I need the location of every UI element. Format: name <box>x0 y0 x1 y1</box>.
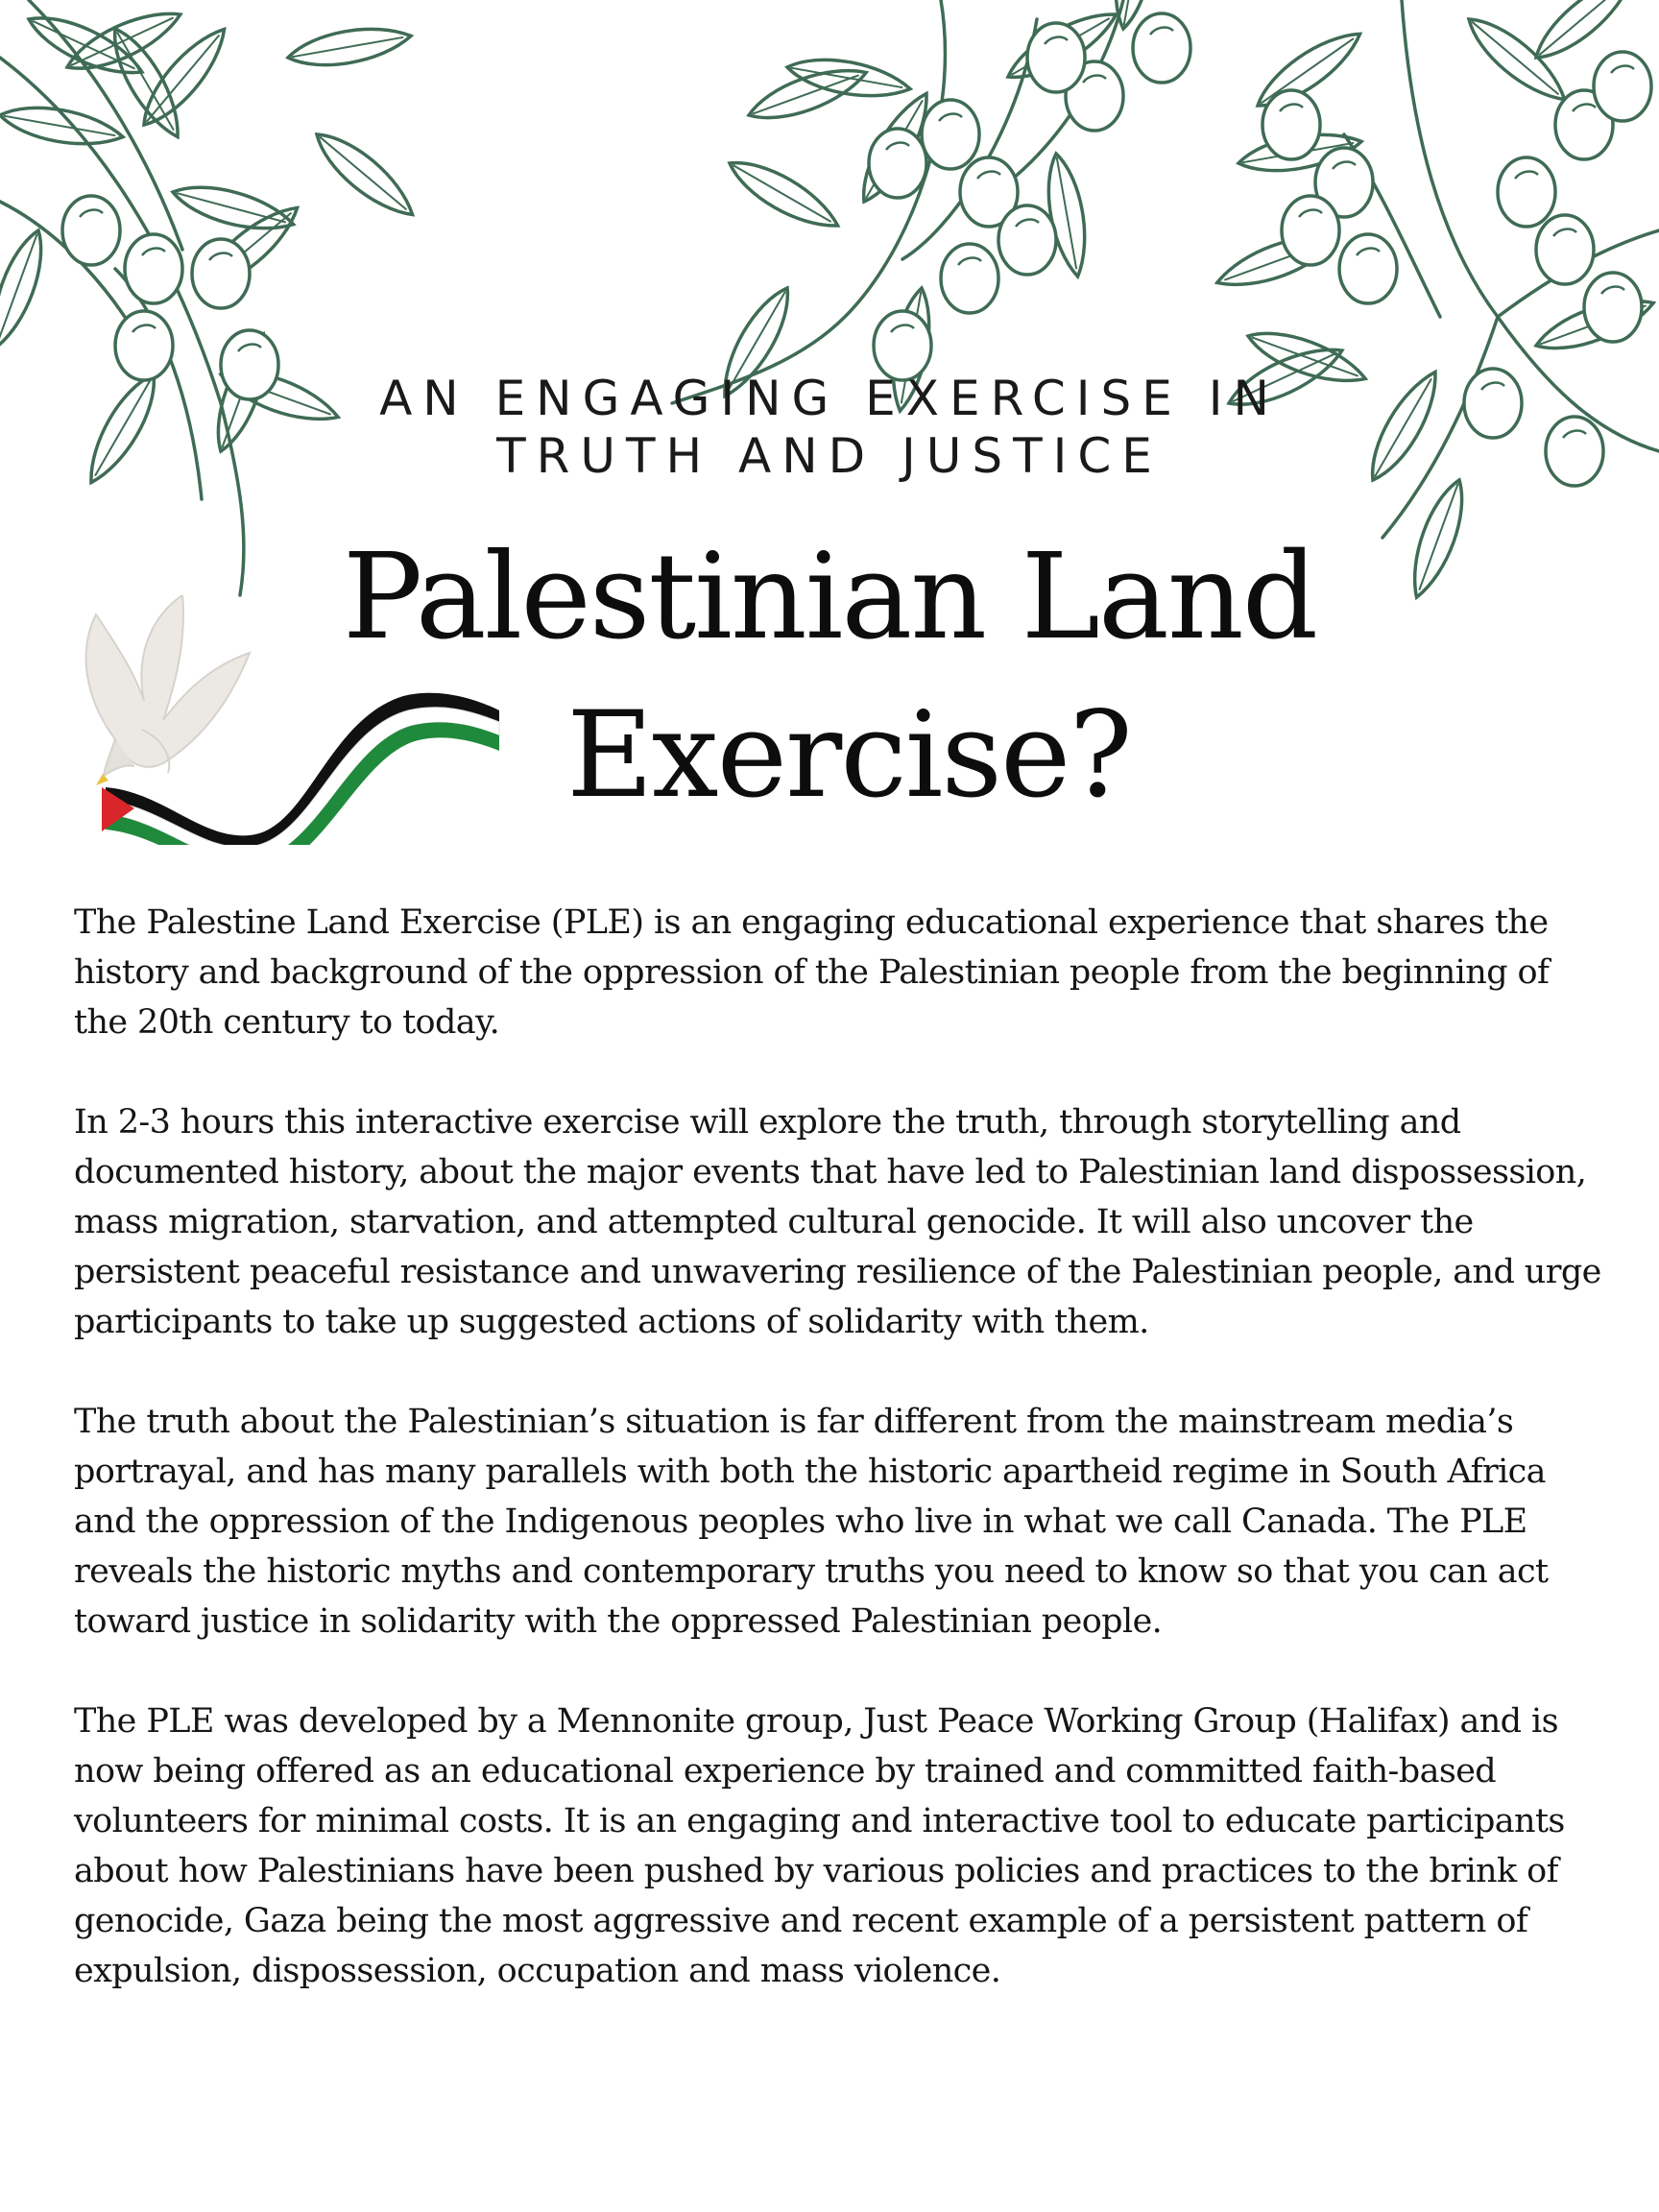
paragraph-development: The PLE was developed by a Mennonite group, Just Peace Working Group (Halifax) and is now being offered as an educational experience by trained and committed faith-based volunteers for minimal costs. It is an engaging and interactive tool to educate participants about how Palestinians have been pushed by various policies and practices to the brink of genocide, Gaza being the most aggressive and recent example of a persistent pattern of expulsion, dispossession, occupation and mass violence. <box>74 1702 1565 1990</box>
subtitle-line-1: AN ENGAGING EXERCISE IN <box>379 371 1280 426</box>
dove-icon <box>86 595 250 785</box>
paragraph-intro: The Palestine Land Exercise (PLE) is an engaging educational experience that shares the history and background of the oppression of the Palestinian people from the beginning of the 20th century to today. <box>74 903 1550 1042</box>
subtitle <box>0 370 1659 485</box>
page-title-line-1: Palestinian Land <box>342 528 1317 666</box>
paragraph-exercise: In 2-3 hours this interactive exercise will explore the truth, through storytelling and documented history, about the major events that have led to Palestinian land dispossession, mass migration, starvation, and attempted cultural genocide. It will also uncover the persistent peaceful resistance and unwavering resilience of the Palestinian people, and urge participants to take up suggested actions of solidarity with them. <box>74 1103 1601 1341</box>
paragraph-truth: The truth about the Palestinian’s situation is far different from the mainstream media’s portrayal, and has many parallels with both the historic apartheid regime in South Africa and the oppression of the Indigenous peoples who live in what we call Canada. The PLE reveals the historic myths and contemporary truths you need to know so that you can act toward justice in solidarity with the oppressed Palestinian people. <box>74 1403 1549 1641</box>
subtitle-line-2: TRUTH AND JUSTICE <box>496 428 1163 484</box>
page-title-line-2: Exercise? <box>566 686 1131 825</box>
dove-with-flag <box>77 595 518 845</box>
body-text <box>74 898 1610 2046</box>
